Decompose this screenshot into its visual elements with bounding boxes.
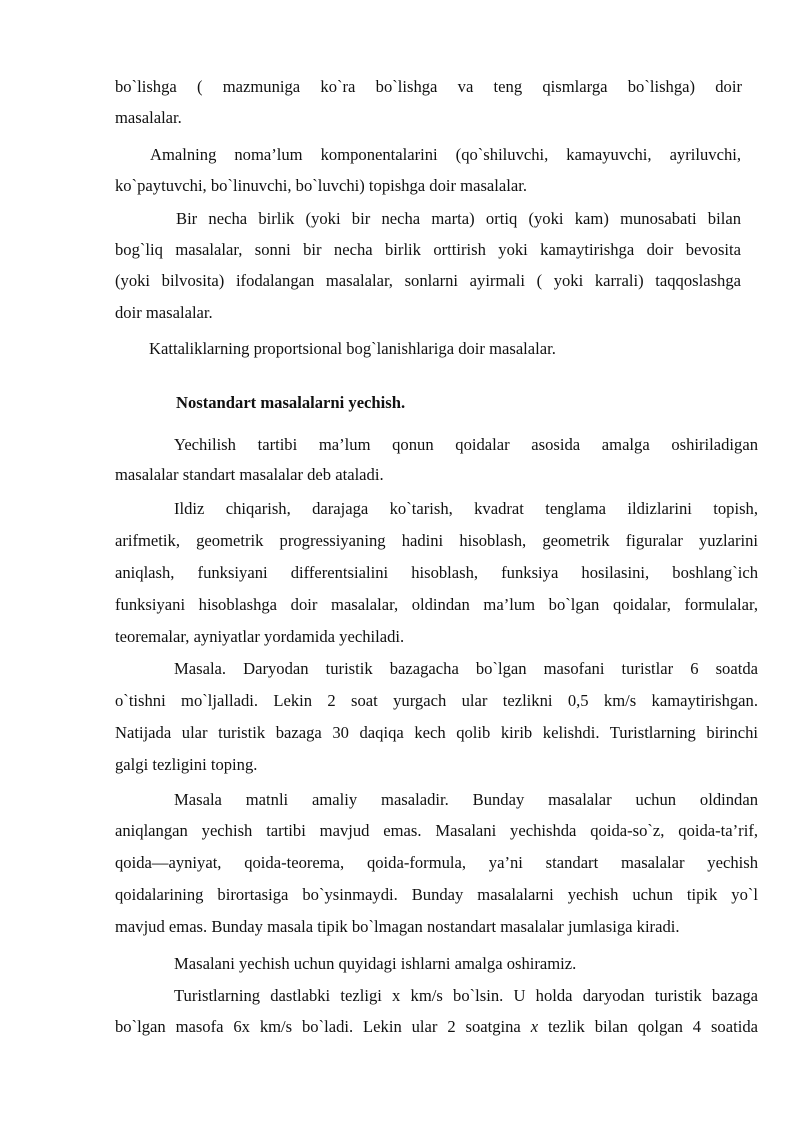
- text-segment: tezlik bilan qolgan 4 soatida: [538, 1017, 758, 1036]
- text-line: aniqlangan yechish tartibi mavjud emas. Masalani yechishda qoida-so`z, qoida-ta’rif,: [115, 821, 758, 840]
- text-line: mavjud emas. Bunday masala tipik bo`lmagan nostandart masalalar jumlasiga kiradi.: [115, 917, 680, 936]
- text-line: masalalar.: [115, 108, 182, 127]
- text-line: aniqlash, funksiyani differentsialini hisoblash, funksiya hosilasini, boshlang`ich: [115, 563, 758, 582]
- text-line: ko`paytuvchi, bo`linuvchi, bo`luvchi) topishga doir masalalar.: [115, 176, 527, 195]
- text-line: Kattaliklarning proportsional bog`lanishlariga doir masalalar.: [149, 339, 556, 358]
- text-line: arifmetik, geometrik progressiyaning hadini hisoblash, geometrik figuralar yuzlarini: [115, 531, 758, 550]
- text-line: Ildiz chiqarish, darajaga ko`tarish, kvadrat tenglama ildizlarini topish,: [174, 499, 758, 518]
- text-line: galgi tezligini toping.: [115, 755, 258, 774]
- section-heading: Nostandart masalalarni yechish.: [176, 393, 406, 412]
- text-line: [115, 1016, 758, 1038]
- text-line: bo`lishga ( mazmuniga ko`ra bo`lishga va teng qismlarga bo`lishga) doir: [115, 77, 742, 96]
- text-line: doir masalalar.: [115, 303, 213, 322]
- text-line: masalalar standart masalalar deb ataladi.: [115, 465, 384, 484]
- text-line: qoida—ayniyat, qoida-teorema, qoida-formula, ya’ni standart masalalar yechish: [115, 853, 758, 872]
- text-line: Masala. Daryodan turistik bazagacha bo`lgan masofani turistlar 6 soatda: [174, 659, 758, 678]
- text-line: Turistlarning dastlabki tezligi x km/s bo`lsin. U holda daryodan turistik bazaga: [174, 986, 758, 1005]
- text-segment: bo`lgan masofa 6x km/s bo`ladi. Lekin ular 2 soatgina: [115, 1017, 521, 1036]
- text-line: qoidalarining birortasiga bo`ysinmaydi. Bunday masalalarni yechish uchun tipik yo`l: [115, 885, 758, 904]
- text-line: Natijada ular turistik bazaga 30 daqiqa kech qolib kirib kelishdi. Turistlarning birinchi: [115, 723, 758, 742]
- text-line: Bir necha birlik (yoki bir necha marta) ortiq (yoki kam) munosabati bilan: [176, 209, 741, 228]
- text-line: bog`liq masalalar, sonni bir necha birlik orttirish yoki kamaytirishga doir bevosita: [115, 240, 741, 259]
- text-line: (yoki bilvosita) ifodalangan masalalar, sonlarni ayirmali ( yoki karrali) taqqoslashga: [115, 271, 741, 290]
- variable-x: x: [530, 1017, 539, 1036]
- text-line: Amalning noma’lum komponentalarini (qo`shiluvchi, kamayuvchi, ayriluvchi,: [150, 145, 741, 164]
- text-line: teoremalar, ayniyatlar yordamida yechiladi.: [115, 627, 405, 646]
- text-line: Masala matnli amaliy masaladir. Bunday masalalar uchun oldindan: [174, 790, 758, 809]
- text-line: o`tishni mo`ljalladi. Lekin 2 soat yurgach ular tezlikni 0,5 km/s kamaytirishgan.: [115, 691, 758, 710]
- text-line: Masalani yechish uchun quyidagi ishlarni amalga oshiramiz.: [174, 954, 577, 973]
- text-line: funksiyani hisoblashga doir masalalar, oldindan ma’lum bo`lgan qoidalar, formulalar,: [115, 595, 758, 614]
- text-line: Yechilish tartibi ma’lum qonun qoidalar asosida amalga oshiriladigan: [174, 435, 758, 454]
